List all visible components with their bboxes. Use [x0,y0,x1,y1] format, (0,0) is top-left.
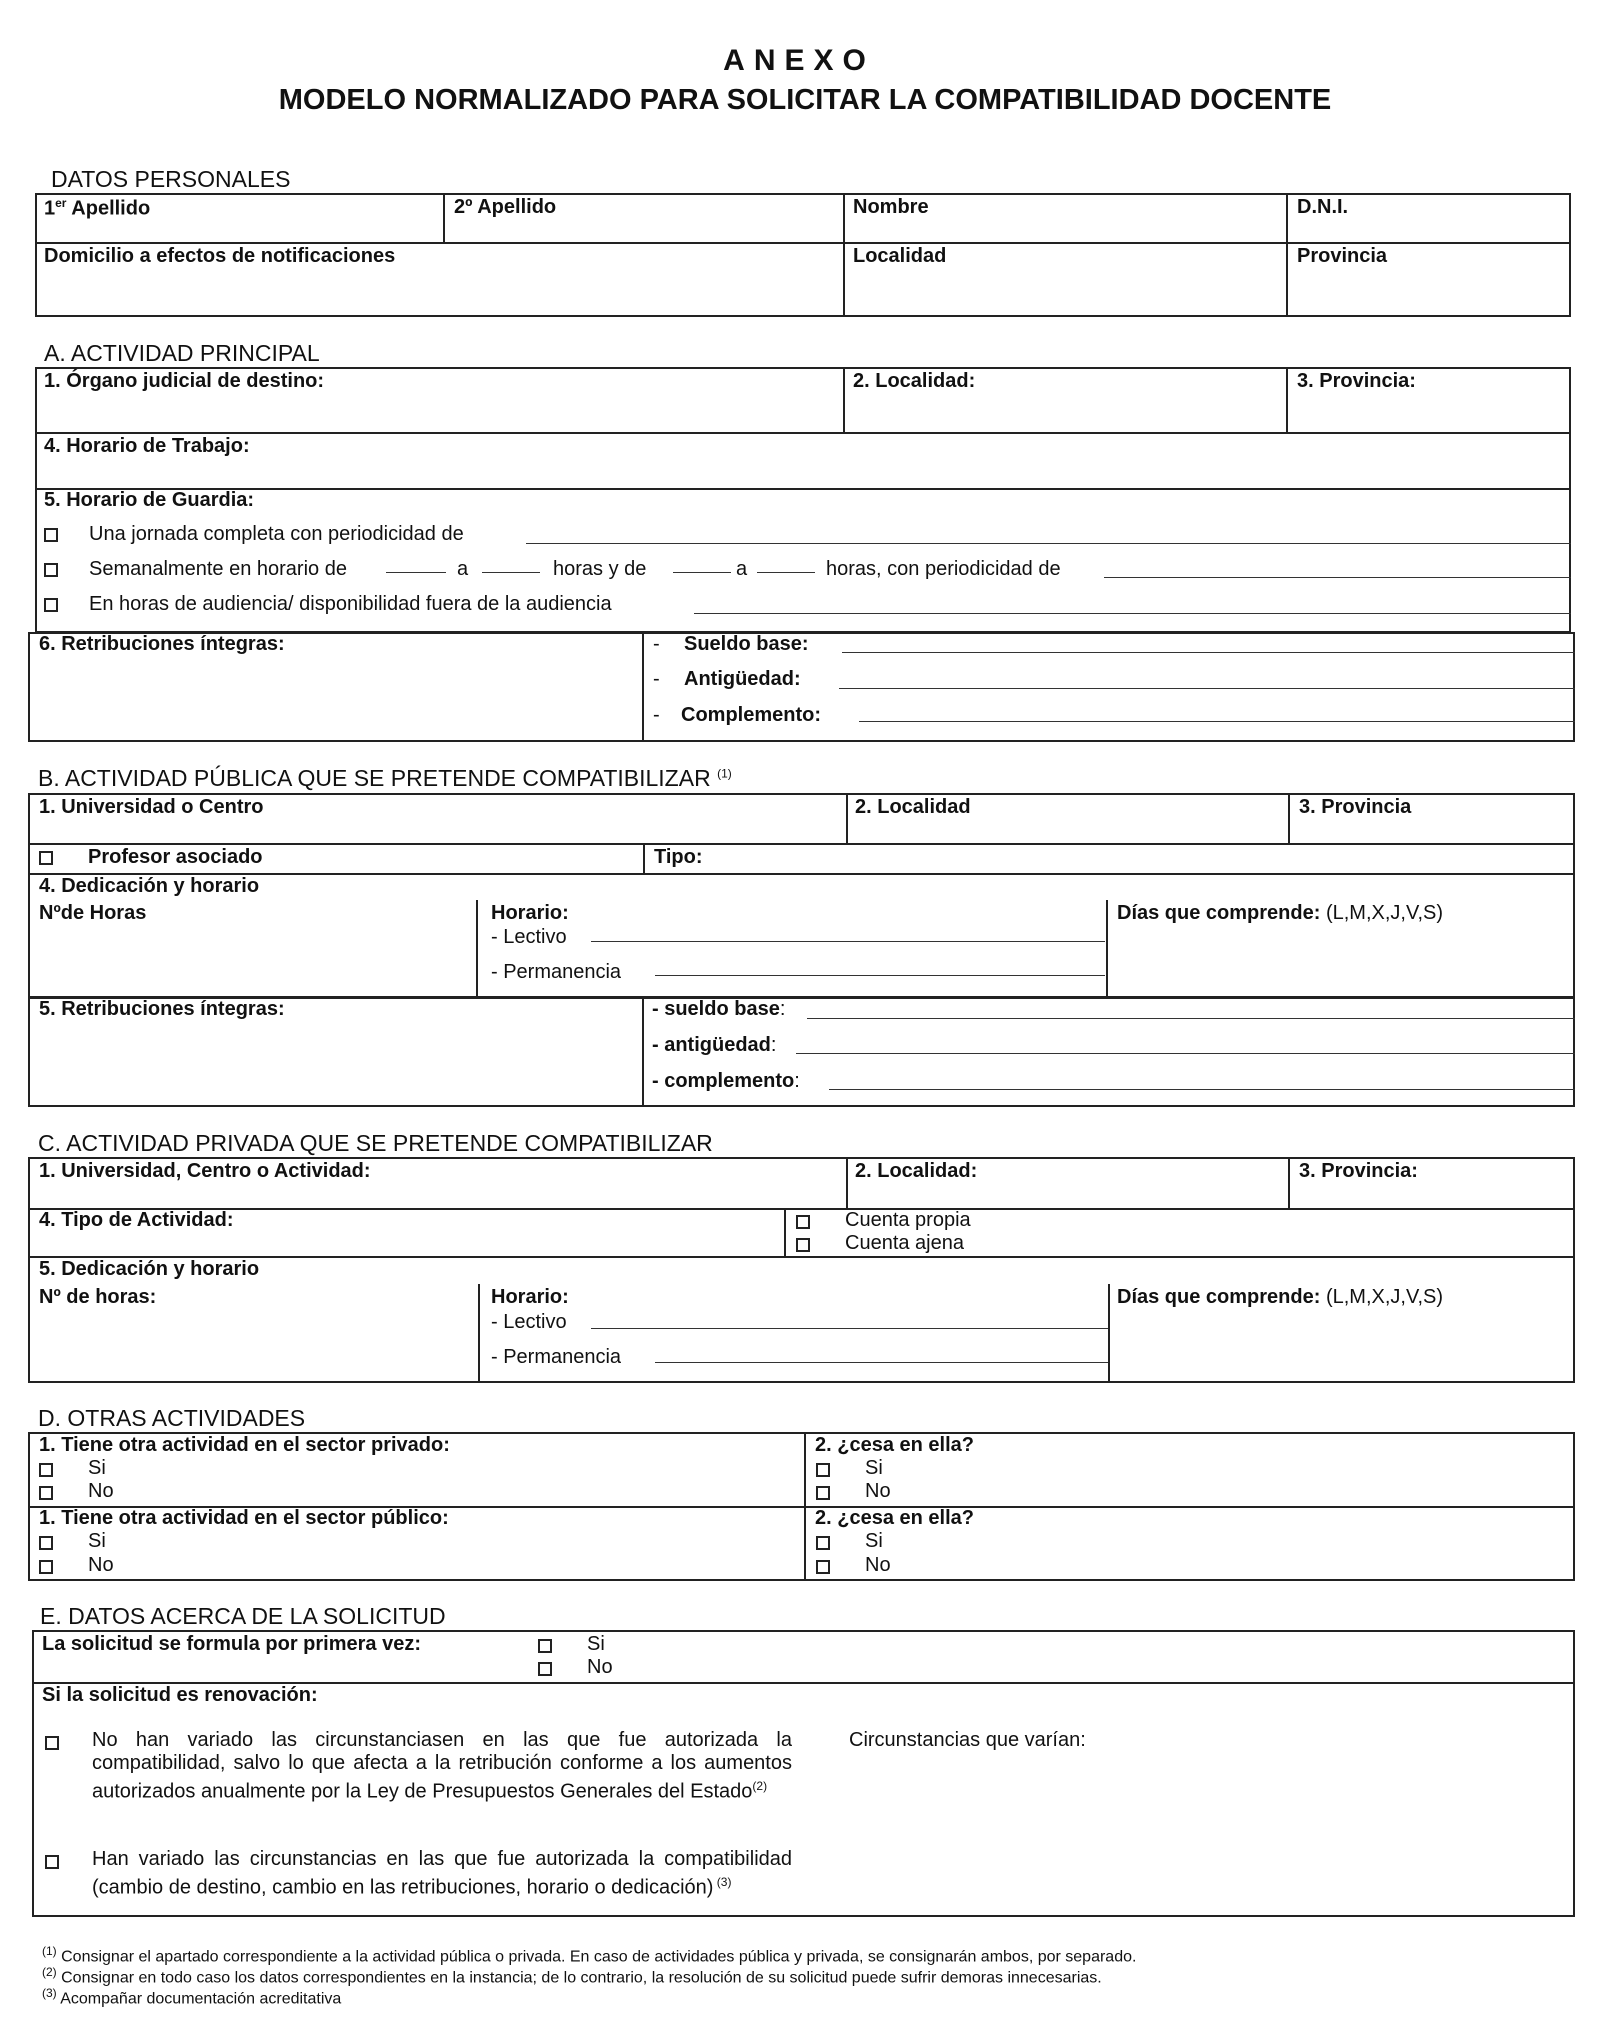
sueldo-base-label: Sueldo base: [684,633,809,655]
primera-vez-label: La solicitud se formula por primera vez: [42,1633,421,1655]
section-heading-a: A. ACTIVIDAD PRINCIPAL [44,340,320,366]
antiguedad-label: Antigüedad: [684,668,801,690]
localidad-label: Localidad [853,245,947,267]
cuenta-ajena-checkbox[interactable] [796,1238,810,1252]
complemento-label: Complemento: [681,704,821,726]
provincia-label: Provincia [1297,245,1388,267]
b-horas-label: Nºde Horas [39,902,147,924]
b-sueldo-label: - sueldo base: [652,998,786,1020]
renovacion-label: Si la solicitud es renovación: [42,1684,318,1706]
b-dias-label: Días que comprende: (L,M,X,J,V,S) [1117,902,1444,924]
b-complemento-label: - complemento: [652,1070,800,1092]
circunstancias-label: Circunstancias que varían: [849,1729,1086,1751]
section-heading-c: C. ACTIVIDAD PRIVADA QUE SE PRETENDE COMPATIBILIZAR [38,1130,713,1156]
privado-si-checkbox[interactable] [39,1463,53,1477]
c-dias-label: Días que comprende: (L,M,X,J,V,S) [1117,1286,1444,1308]
no-variado-checkbox[interactable] [45,1736,59,1750]
retribuciones-a-label: 6. Retribuciones íntegras: [39,633,285,655]
b-lectivo-label: - Lectivo [491,926,567,948]
b-dedicacion-label: 4. Dedicación y horario [39,875,260,897]
publico-cesa-si-checkbox[interactable] [816,1536,830,1550]
guardia-jornada-label: Una jornada completa con periodicidad de [89,523,464,545]
section-heading-e: E. DATOS ACERCA DE LA SOLICITUD [40,1603,446,1629]
form-title: ANEXO [723,44,875,77]
guardia-audiencia-checkbox[interactable] [44,598,58,612]
profesor-asociado-checkbox[interactable] [39,851,53,865]
publico-cesa-label: 2. ¿cesa en ella? [815,1507,974,1529]
organo-label: 1. Órgano judicial de destino: [44,370,325,392]
b-permanencia-label: - Permanencia [491,961,622,983]
c-lectivo-label: - Lectivo [491,1311,567,1333]
apellido2-label: 2º Apellido [454,196,557,218]
privado-cesa-si-checkbox[interactable] [816,1463,830,1477]
footnote-2: $^{(2)}$ Consignar en todo caso los datos correspondientes en la instancia; de lo contrario, la resolución de su solicitud puede sufrir demoras innecesarias. [42,1965,1102,1987]
a-provincia-label: 3. Provincia: [1297,370,1416,392]
domicilio-label: Domicilio a efectos de notificaciones [44,245,396,267]
c-horario-label: Horario: [491,1286,569,1308]
cuenta-propia-label: Cuenta propia [845,1209,971,1231]
section-heading-d: D. OTRAS ACTIVIDADES [38,1405,306,1431]
privado-no-checkbox[interactable] [39,1486,53,1500]
b-antiguedad-label: - antigüedad: [652,1034,777,1056]
footnote-1: $^{(1)}$ Consignar el apartado correspondiente a la actividad pública o privada. En caso de actividades pública y privada, se consignarán ambos, por separado. [42,1944,1137,1966]
cuenta-ajena-label: Cuenta ajena [845,1232,964,1254]
c-provincia-label: 3. Provincia: [1299,1160,1418,1182]
b-localidad-label: 2. Localidad [855,796,971,818]
cuenta-propia-checkbox[interactable] [796,1215,810,1229]
tipo-actividad-label: 4. Tipo de Actividad: [39,1209,234,1231]
profesor-asociado-label: Profesor asociado [88,846,263,868]
primera-no-checkbox[interactable] [538,1662,552,1676]
c-dedicacion-label: 5. Dedicación y horario [39,1258,260,1280]
section-heading-datos: DATOS PERSONALES [51,166,291,192]
universidad-centro-label: 1. Universidad o Centro [39,796,264,818]
sector-publico-label: 1. Tiene otra actividad en el sector público: [39,1507,449,1529]
privado-cesa-label: 2. ¿cesa en ella? [815,1434,974,1456]
c-universidad-label: 1. Universidad, Centro o Actividad: [39,1160,371,1182]
a-localidad-label: 2. Localidad: [853,370,976,392]
c-localidad-label: 2. Localidad: [855,1160,978,1182]
form-subtitle: MODELO NORMALIZADO PARA SOLICITAR LA COMPATIBILIDAD DOCENTE [278,84,1332,116]
actividad-publica-box [28,793,1575,998]
b-provincia-label: 3. Provincia [1299,796,1412,818]
privado-cesa-no-checkbox[interactable] [816,1486,830,1500]
section-heading-b: B. ACTIVIDAD PÚBLICA QUE SE PRETENDE COMPATIBILIZAR $^{(1)}$ [38,765,732,791]
publico-si-checkbox[interactable] [39,1536,53,1550]
c-permanencia-label: - Permanencia [491,1346,622,1368]
footnote-3: $^{(3)}$ Acompañar documentación acreditativa [42,1986,342,2008]
no-variado-text: No han variado las circunstanciasen en las que fue autorizada la compatibilidad, salvo lo que afecta a la retribución conforme a los aumentos autorizados anualmente por la Ley de Presupuestos Generales del Estado$^{(2)}$ [92,1729,792,1803]
guardia-semanal-checkbox[interactable] [44,563,58,577]
tipo-label: Tipo: [654,846,703,868]
c-horas-label: Nº de horas: [39,1286,157,1308]
retribuciones-b-label: 5. Retribuciones íntegras: [39,998,285,1020]
b-horario-label: Horario: [491,902,569,924]
horario-trabajo-label: 4. Horario de Trabajo: [44,435,250,457]
primera-si-checkbox[interactable] [538,1639,552,1653]
actividad-privada-box [28,1157,1575,1383]
publico-no-checkbox[interactable] [39,1560,53,1574]
horario-guardia-label: 5. Horario de Guardia: [44,489,255,511]
guardia-audiencia-label: En horas de audiencia/ disponibilidad fuera de la audiencia [89,593,612,615]
nombre-label: Nombre [853,196,929,218]
guardia-semanal-label: Semanalmente en horario de [89,558,347,580]
variado-checkbox[interactable] [45,1855,59,1869]
variado-text: Han variado las circunstancias en las que fue autorizada la compatibilidad (cambio de destino, cambio en las retribuciones, horario o dedicación) $^{(3)}$ [92,1848,792,1899]
apellido1-label: 1er Apellido [44,196,151,220]
guardia-jornada-checkbox[interactable] [44,528,58,542]
dni-label: D.N.I. [1297,196,1349,218]
sector-privado-label: 1. Tiene otra actividad en el sector privado: [39,1434,450,1456]
publico-cesa-no-checkbox[interactable] [816,1560,830,1574]
